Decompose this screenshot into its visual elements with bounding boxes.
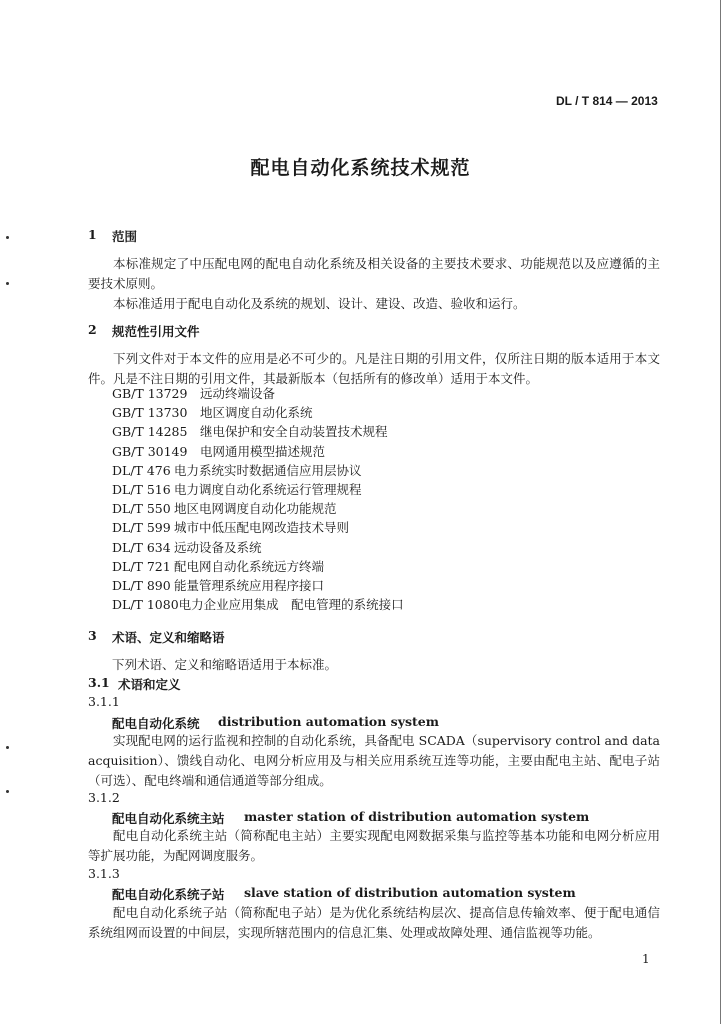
reference-title: 地区电网调度自动化功能规范 [174,501,337,517]
subsection-number: 3.1 [88,675,110,690]
reference-item [112,461,404,480]
term-name-en: master station of distribution automation system [244,809,590,824]
reference-title: 远动终端设备 [199,386,275,401]
section-1-paragraph-2: 本标准适用于配电自动化及系统的规划、设计、建设、改造、验收和运行。 [113,296,526,311]
reference-title: 继电保护和安全自动装置技术规程 [199,424,388,440]
reference-code: DL/T 1080 [112,597,179,613]
section-2-intro: 下列文件对于本文件的应用是必不可少的。凡是注日期的引用文件，仅所注日期的版本适用于本文件。凡是不注日期的引用文件，其最新版本（包括所有的修改单）适用于本文件。 [88,351,660,386]
term-definition: 实现配电网的运行监视和控制的自动化系统，具备配电 SCADA（supervisory control and data acquisition）、馈线自动化、电网分析应用及与相关应用系统互连等功能，主要由配电主站、配电子站（可选）、配电终端和通信通道等部分组成。 [88,733,660,788]
reference-code: DL/T 890 [112,577,171,593]
reference-item [112,499,404,518]
reference-title: 地区调度自动化系统 [199,405,313,421]
term-number: 3.1.2 [88,790,120,805]
reference-item [112,442,404,461]
section-3-heading: 术语、定义和缩略语 [112,630,225,645]
reference-code: GB/T 30149 [112,443,188,459]
page-number: 1 [642,952,650,966]
reference-title: 电力调度自动化系统运行管理规程 [174,481,362,497]
reference-item [112,384,404,403]
term-name-en: slave station of distribution automation system [244,885,576,900]
section-3-number: 3 [88,628,97,643]
term-name-en: distribution automation system [218,714,439,729]
reference-code: DL/T 550 [112,501,171,517]
scan-dot [6,790,9,793]
scan-dot [6,282,9,285]
reference-title: 电网通用模型描述规范 [199,443,325,459]
reference-code: DL/T 634 [112,539,171,555]
reference-code: GB/T 13730 [112,405,188,421]
reference-code: GB/T 13729 [112,386,188,401]
reference-title: 配电网自动化系统远方终端 [174,558,325,574]
reference-code: DL/T 516 [112,481,171,497]
section-2-number: 2 [88,322,97,337]
reference-title: 远动设备及系统 [174,539,262,555]
section-1-number: 1 [88,227,97,242]
term-definition: 配电自动化系统子站（简称配电子站）是为优化系统结构层次、提高信息传输效率、便于配电通信系统组网而设置的中间层，实现所辖范围内的信息汇集、处理或故障处理、通信监视等功能。 [88,905,660,940]
reference-item [112,538,404,557]
term-definition: 配电自动化系统主站（简称配电主站）主要实现配电网数据采集与监控等基本功能和电网分析应用等扩展功能，为配网调度服务。 [88,828,660,863]
scan-dot [6,236,9,239]
reference-title: 能量管理系统应用程序接口 [174,577,325,593]
reference-item [112,518,404,537]
scan-dot [6,746,9,749]
reference-item [112,595,404,614]
term-name-zh: 配电自动化系统子站 [112,887,225,902]
section-3-intro: 下列术语、定义和缩略语适用于本标准。 [112,657,338,672]
reference-code: DL/T 721 [112,558,171,574]
reference-item [112,422,404,441]
section-1-heading: 范围 [112,229,138,244]
subsection-heading: 术语和定义 [118,677,181,692]
term-name-zh: 配电自动化系统 [112,716,200,731]
term-number: 3.1.3 [88,866,120,881]
page-title: 配电自动化系统技术规范 [250,157,471,179]
section-2-heading: 规范性引用文件 [112,324,200,339]
reference-item [112,557,404,576]
reference-title: 城市中低压配电网改造技术导则 [174,520,350,536]
reference-code: DL/T 476 [112,462,171,478]
reference-code: DL/T 599 [112,520,171,536]
term-number: 3.1.1 [88,694,120,709]
reference-title: 电力企业应用集成 配电管理的系统接口 [178,597,404,613]
reference-title: 电力系统实时数据通信应用层协议 [174,462,362,478]
section-1-paragraph-1: 本标准规定了中压配电网的配电自动化系统及相关设备的主要技术要求、功能规范以及应遵循的主要技术原则。 [88,256,660,291]
reference-code: GB/T 14285 [112,424,188,440]
reference-item [112,576,404,595]
term-name-zh: 配电自动化系统主站 [112,811,225,826]
document-number: DL / T 814 — 2013 [556,94,658,108]
reference-item [112,403,404,422]
reference-item [112,480,404,499]
reference-list [112,384,404,614]
